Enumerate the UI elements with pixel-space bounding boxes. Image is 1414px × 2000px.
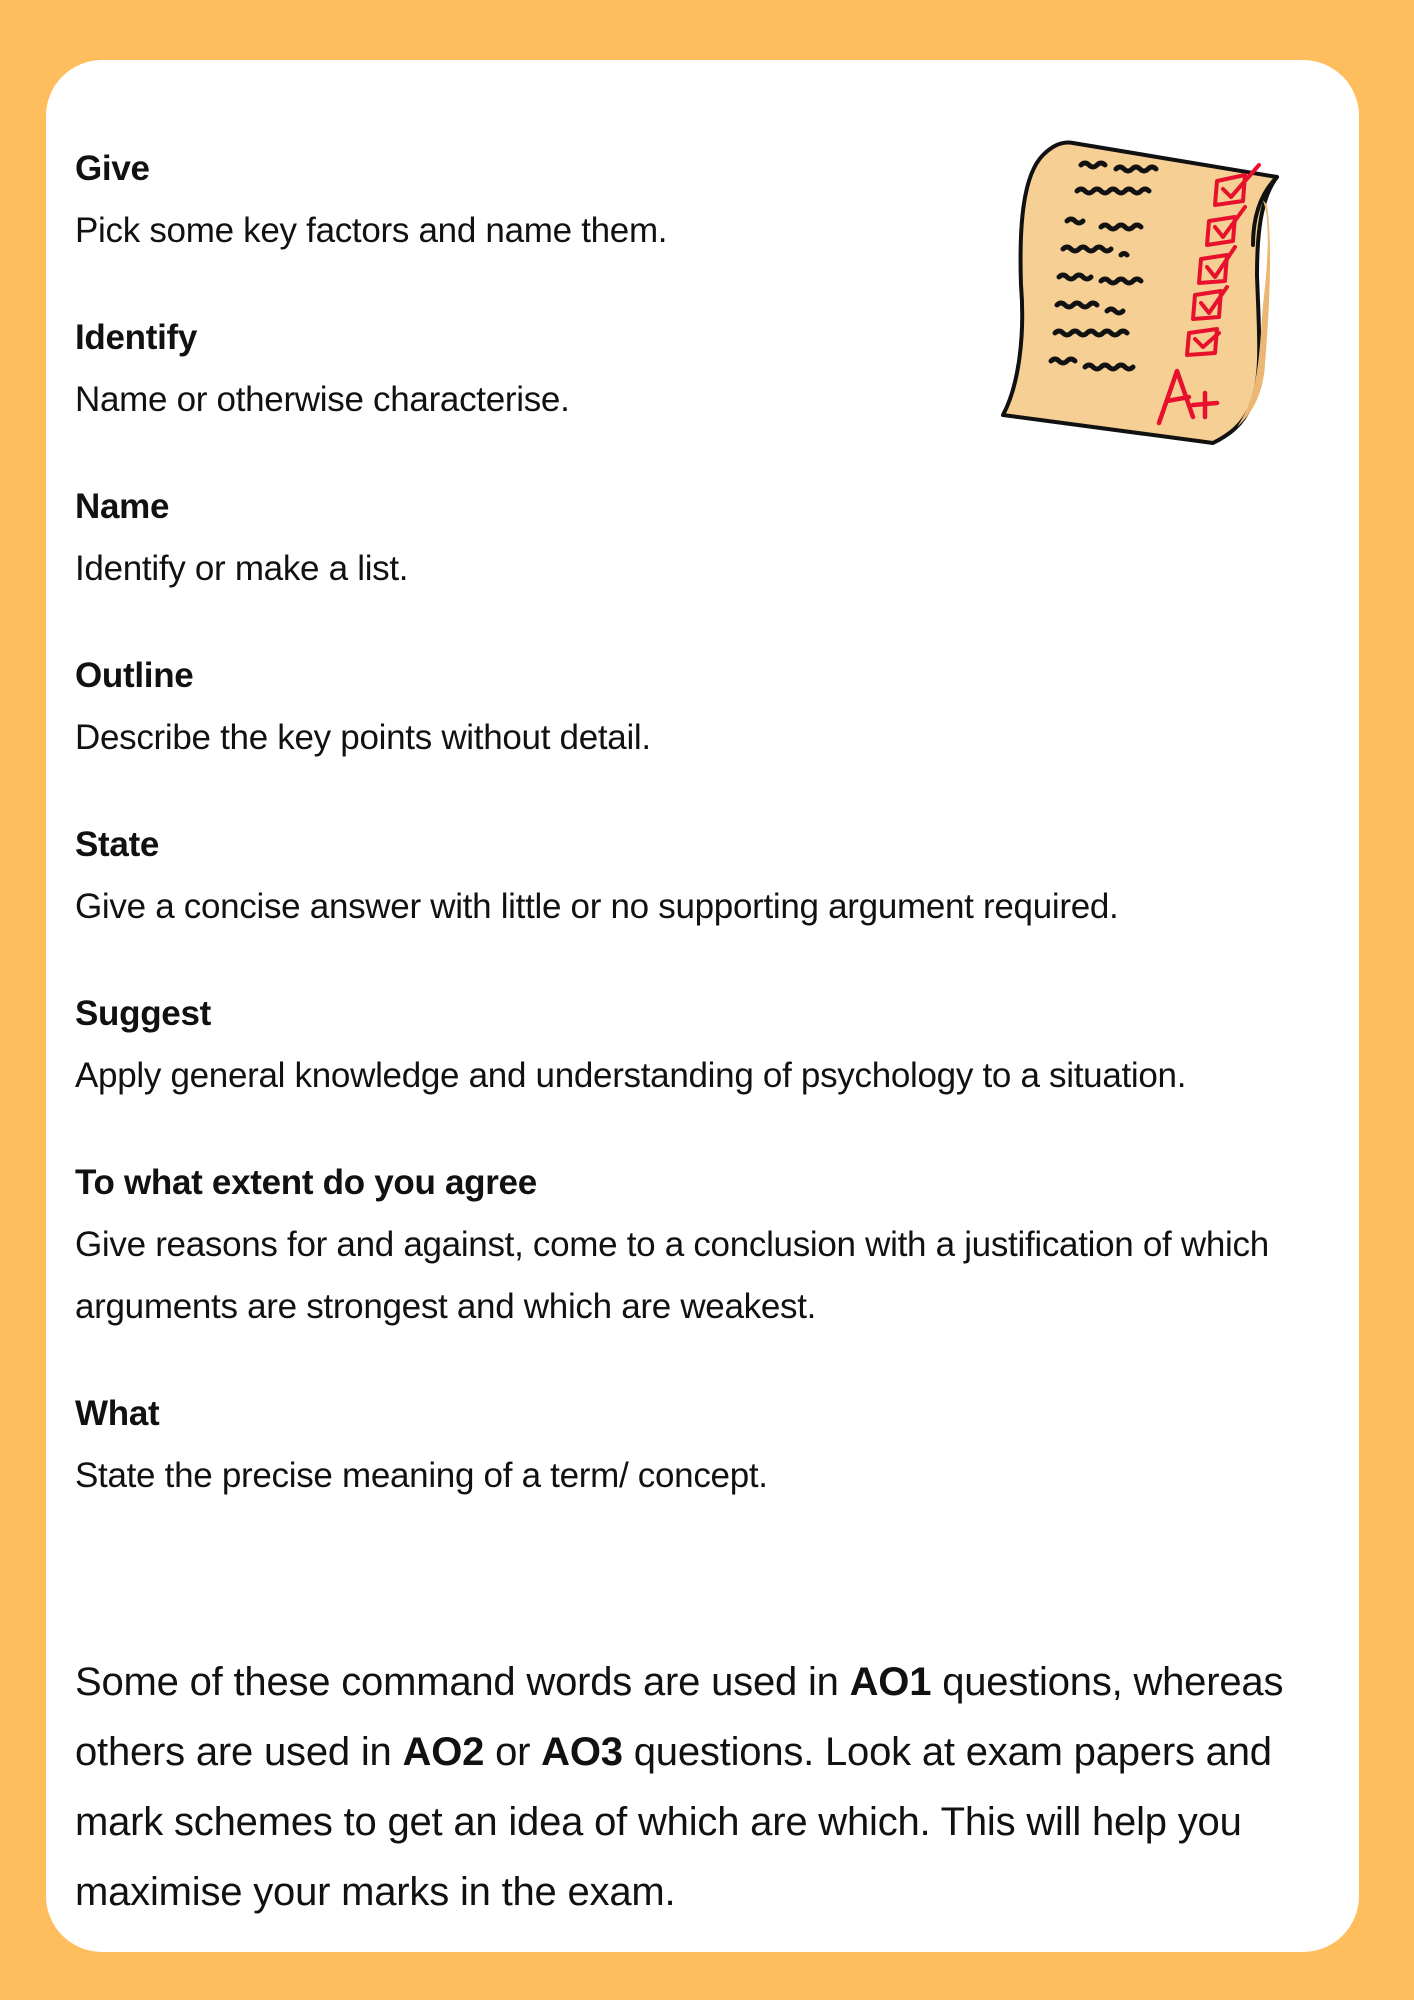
term-definition: Give a concise answer with little or no supporting argument required.	[75, 887, 1119, 926]
term-title: Give	[75, 149, 150, 188]
term-definition: Describe the key points without detail.	[75, 718, 651, 757]
term-definition: Apply general knowledge and understanding of psychology to a situation.	[75, 1056, 1187, 1095]
term-definition: State the precise meaning of a term/ concept.	[75, 1456, 768, 1495]
note-text: questions. Look at exam papers and mark schemes to get an idea of which are which. This will help you maximise your marks in the exam.	[75, 1730, 1272, 1914]
term-to-what-extent	[75, 1152, 1345, 1338]
term-title: Name	[75, 487, 170, 526]
term-definition: Identify or make a list.	[75, 549, 409, 588]
ao1-label: AO1	[849, 1660, 932, 1704]
note-text: questions, whereas others are used in	[75, 1660, 1284, 1774]
term-state	[75, 814, 1345, 938]
graded-exam-paper-icon	[1001, 135, 1291, 445]
term-title: Identify	[75, 318, 198, 357]
ao2-label: AO2	[402, 1730, 485, 1774]
term-definition: Pick some key factors and name them.	[75, 211, 668, 250]
term-name	[75, 476, 1345, 600]
term-title: What	[75, 1394, 160, 1433]
term-outline	[75, 645, 1345, 769]
note-text: Some of these command words are used in	[75, 1660, 850, 1704]
note-text: or	[484, 1730, 542, 1774]
term-definition: Give reasons for and against, come to a conclusion with a justification of which arguments are strongest and which are weakest.	[75, 1225, 1269, 1326]
term-title: State	[75, 825, 160, 864]
term-definition: Name or otherwise characterise.	[75, 380, 570, 419]
term-title: Suggest	[75, 994, 211, 1033]
term-what	[75, 1383, 1345, 1507]
ao3-label: AO3	[541, 1730, 623, 1774]
content-card	[46, 60, 1359, 1952]
term-suggest	[75, 983, 1345, 1107]
term-title: Outline	[75, 656, 194, 695]
term-title: To what extent do you agree	[75, 1163, 537, 1202]
exam-tip-paragraph	[75, 1647, 1345, 1927]
